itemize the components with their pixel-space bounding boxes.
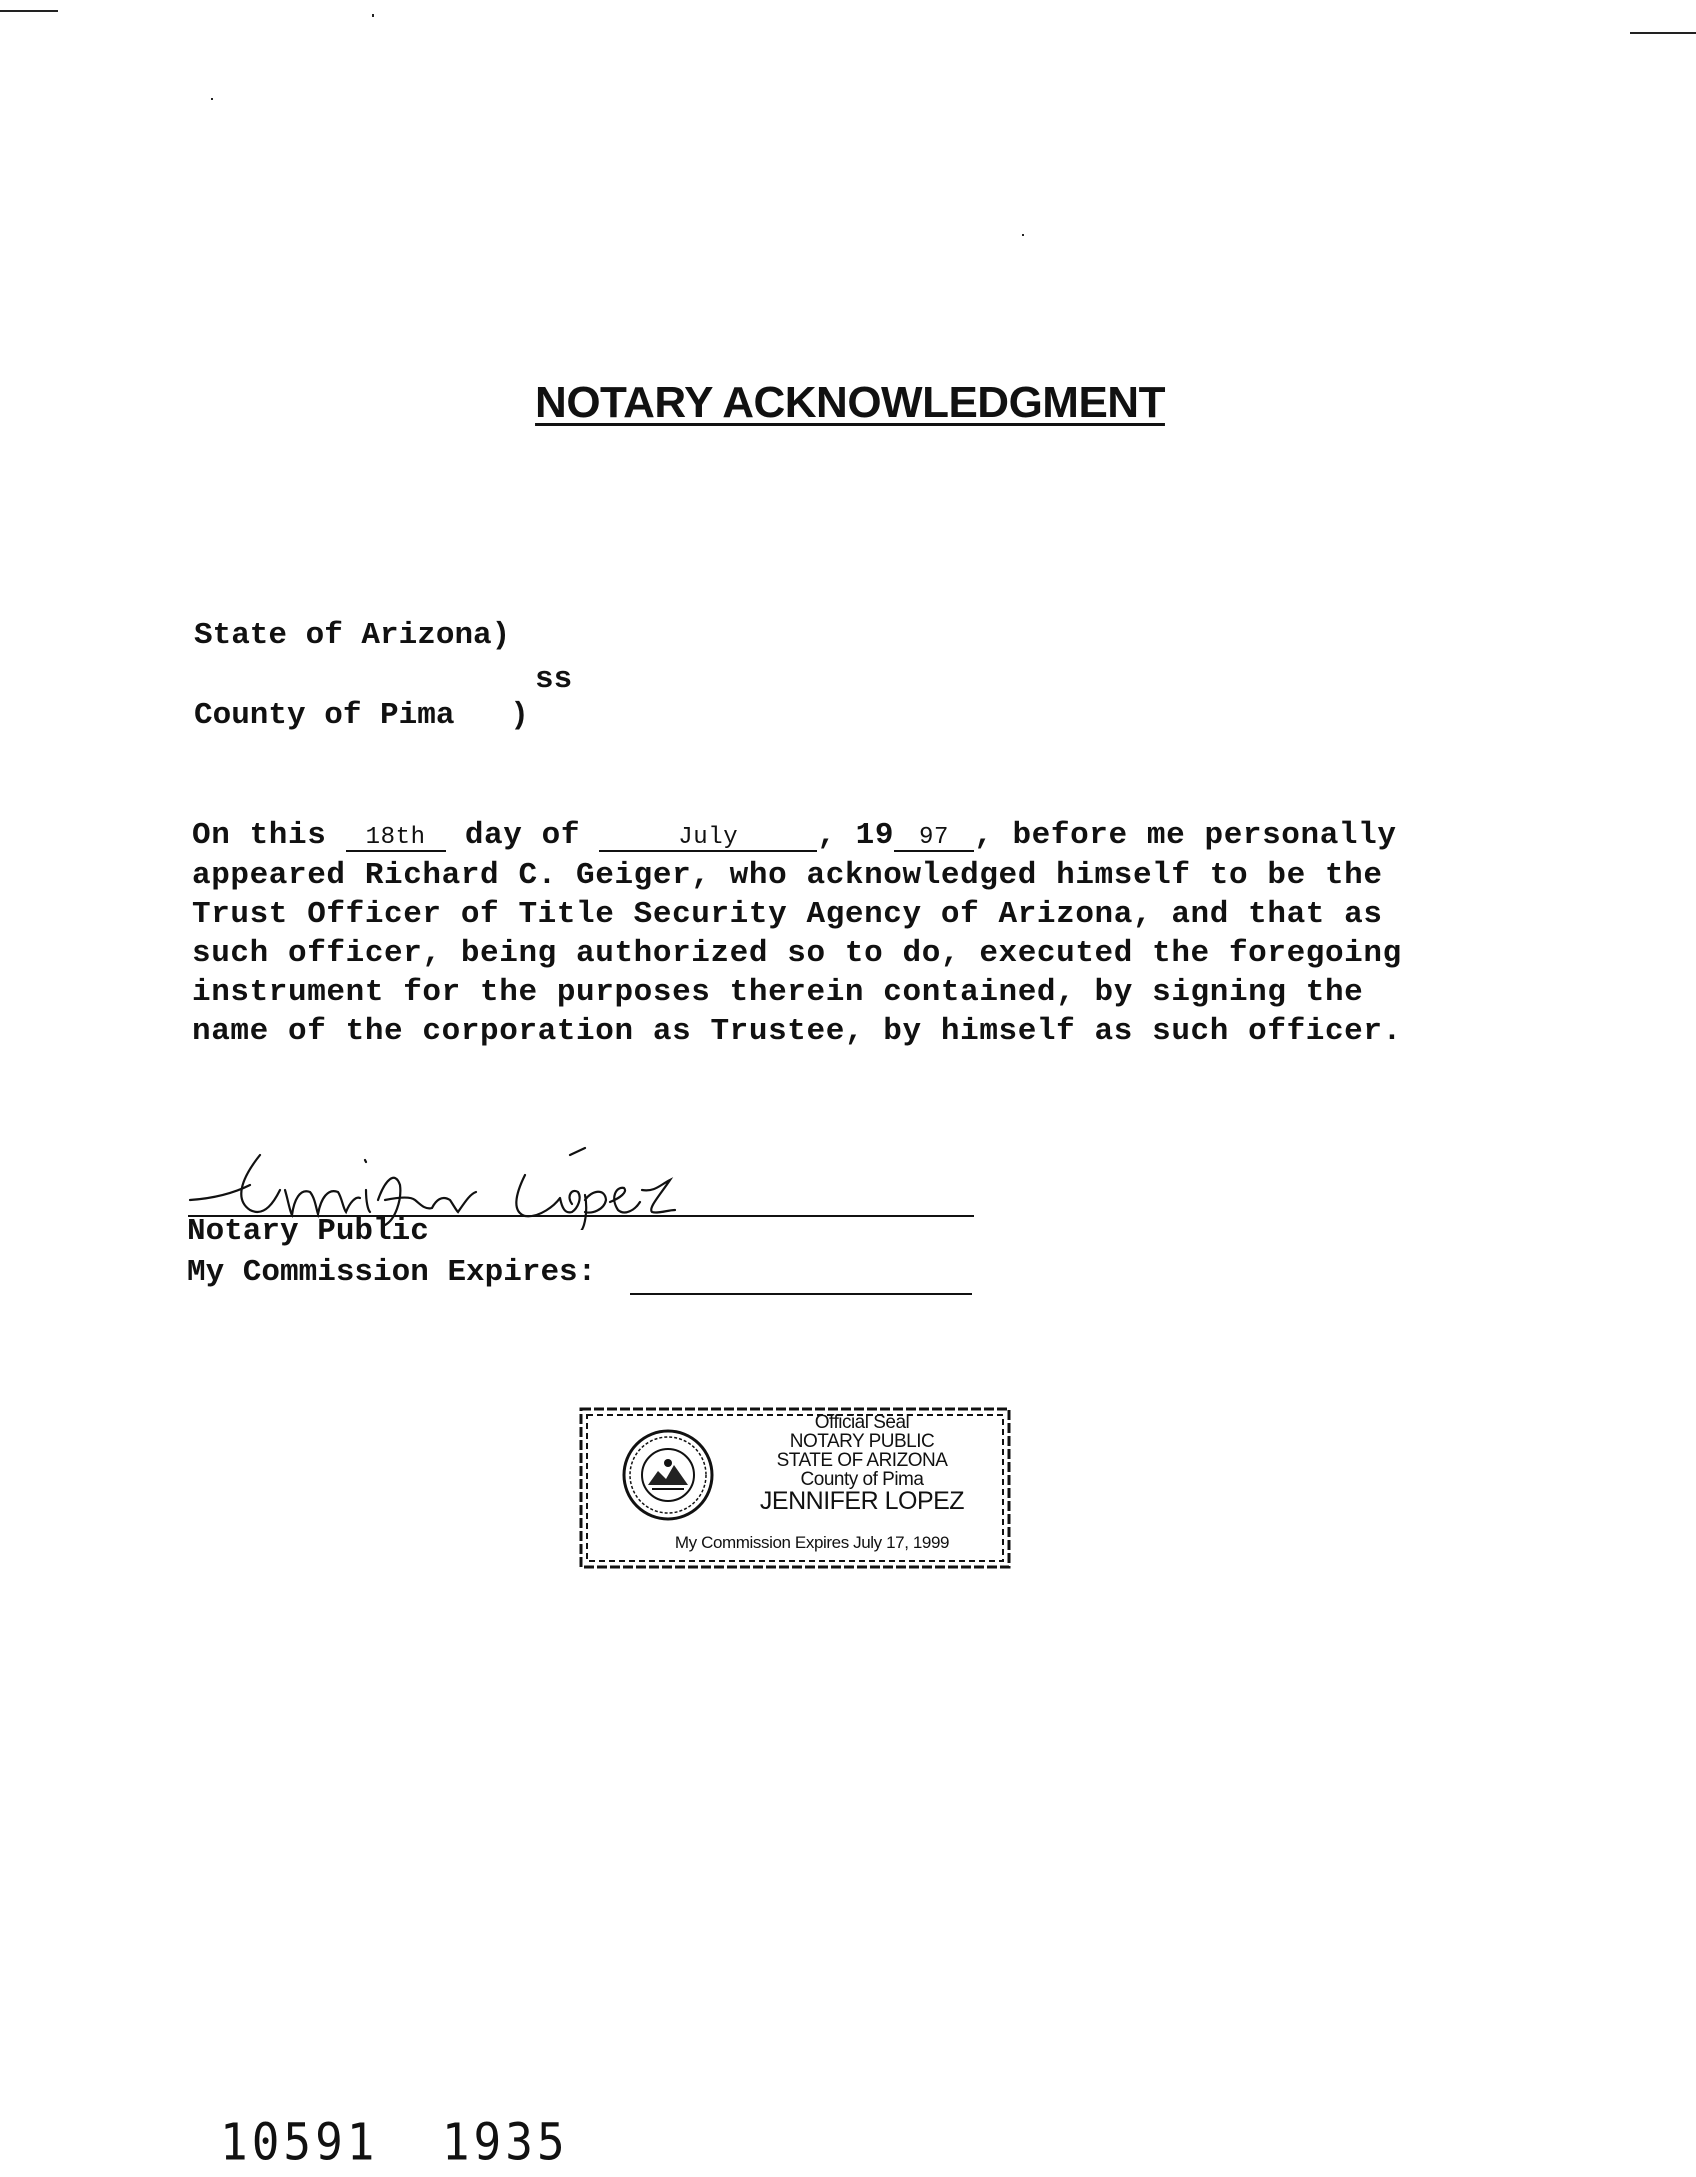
scan-dot [372, 14, 374, 17]
scan-dot [211, 98, 213, 100]
month-field: July [599, 826, 817, 852]
body-line-6: name of the corporation as Trustee, by himself as such officer. [192, 1014, 1402, 1049]
state-line: State of Arizona) [194, 618, 511, 653]
notary-seal-stamp [577, 1405, 1013, 1571]
notary-public-label: Notary Public [187, 1214, 429, 1249]
county-line: County of Pima ) [194, 698, 529, 733]
body-line-5: instrument for the purposes therein contained, by signing the [192, 975, 1364, 1010]
day-field: 18th [346, 826, 446, 852]
stamp-notary-public: NOTARY PUBLIC [789, 1431, 935, 1452]
signature-text: Jennifer Lopez [180, 1140, 189, 1141]
body-line-1-prefix: On this [192, 818, 346, 853]
document-number: 10591 1935 [220, 2112, 569, 2172]
commission-expires-label: My Commission Expires: [187, 1255, 597, 1290]
stamp-county: County of Pima [800, 1469, 924, 1490]
body-line-4: such officer, being authorized so to do, executed the foregoing [192, 936, 1402, 971]
body-line-3: Trust Officer of Title Security Agency of Arizona, and that as [192, 897, 1383, 932]
scan-mark-top-left [0, 10, 58, 12]
scan-mark-top-right [1630, 32, 1696, 34]
ss-label: ss [535, 662, 573, 697]
stamp-state: STATE OF ARIZONA [776, 1450, 948, 1471]
scan-dot [1022, 234, 1024, 236]
body-line-1 [192, 818, 1397, 853]
body-line-1-mid1: day of [445, 818, 600, 853]
body-line-2: appeared Richard C. Geiger, who acknowledged himself to be the [192, 858, 1383, 893]
year-field: 97 [894, 826, 974, 852]
body-line-1-mid2: , 19 [817, 818, 895, 853]
page-title: NOTARY ACKNOWLEDGMENT [535, 378, 1165, 427]
stamp-commission-expires: My Commission Expires July 17, 1999 [674, 1533, 950, 1552]
stamp-notary-name: JENNIFER LOPEZ [759, 1487, 965, 1515]
stamp-text-block [727, 1413, 997, 1514]
body-line-1-suffix: , before me personally [974, 818, 1397, 853]
stamp-official-seal: Official Seal [814, 1412, 910, 1433]
arizona-state-seal-icon [622, 1429, 714, 1521]
commission-expires-blank [630, 1293, 972, 1295]
